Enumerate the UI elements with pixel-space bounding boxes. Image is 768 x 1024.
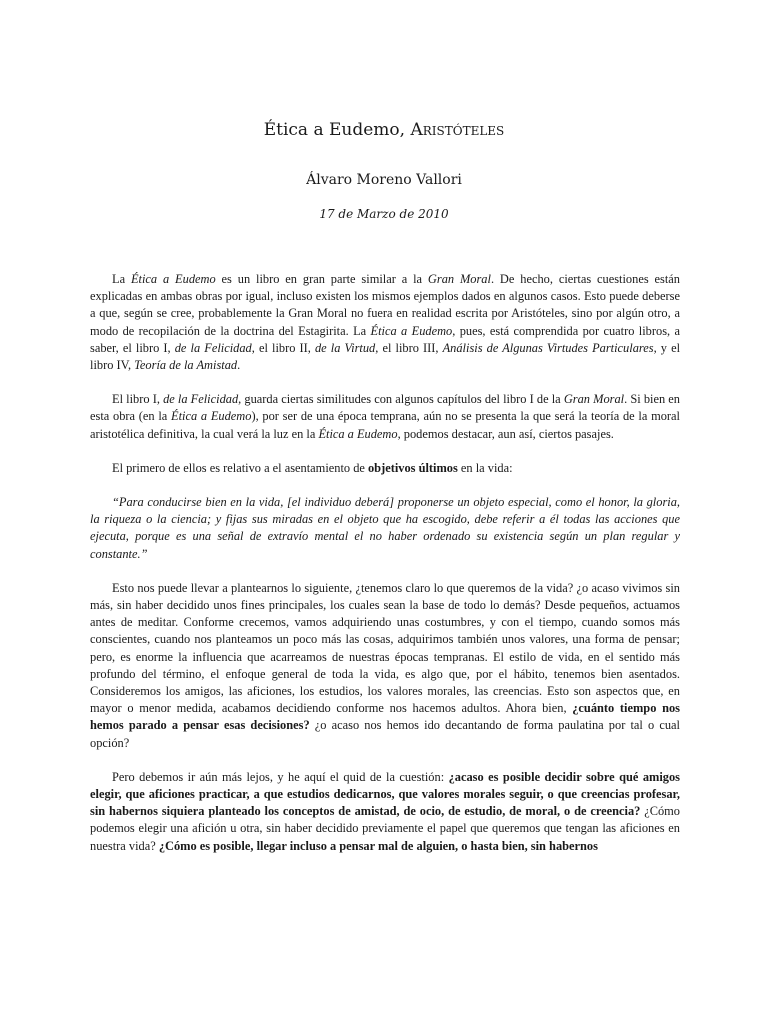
- paragraph-3: El primero de ellos es relativo a el asentamiento de objetivos últimos en la vida:: [112, 460, 513, 475]
- block-quote: “Para conducirse bien en la vida, [el individuo deberá] proponerse un objeto especial, como el honor, la gloria, la riqueza o la ciencia; y fijas sus miradas en el objeto que ha escogido, debe referir a él todas las acciones que ejecuta, porque es una señal de extravío mental el no haber ordenado su existencia según un plan regular y constante.”: [90, 495, 680, 561]
- title-author: Aristóteles: [410, 120, 505, 140]
- page-title: [0, 120, 768, 140]
- paragraph-2: El libro I, de la Felicidad, guarda ciertas similitudes con algunos capítulos del libro I de la Gran Moral. Si bien en esta obra (en la Ética a Eudemo), por ser de una época temprana, aún no se presenta la que será la teoría de la moral aristotélica definitiva, la cual verá la luz en la Ética a Eudemo, podemos destacar, aun así, ciertos pasajes.: [90, 392, 680, 441]
- paragraph-5: Pero debemos ir aún más lejos, y he aquí el quid de la cuestión: ¿acaso es posible decidir sobre qué amigos elegir, que aficiones practicar, a que estudios dedicarnos, que valores morales seguir, o que creencias profesar, sin habernos siquiera planteado los conceptos de amistad, de ocio, de estudio, de moral, o de creencia? ¿Cómo podemos elegir una afición u otra, sin haber decidido previamente el papel que queremos que tengan las aficiones en nuestra vida? ¿Cómo es posible, llegar incluso a pensar mal de alguien, o hasta bien, sin habernos: [90, 769, 680, 853]
- paragraph-4: Esto nos puede llevar a plantearnos lo siguiente, ¿tenemos claro lo que queremos de la vida? ¿o acaso vivimos sin más, sin haber decidido unos fines principales, los cuales sean la base de todo lo demás? Desde pequeños, actuamos antes de meditar. Conforme crecemos, vamos adquiriendo unas costumbres, y con el tiempo, cuando somos más conscientes, cuando nos planteamos un poco más las cosas, adquirimos también unos valores, una forma de pensar; pero, es enorme la influencia que acarreamos de nuestras épocas tempranas. El estilo de vida, en el sentido más profundo del término, el enfoque general de toda la vida, es algo que, por el hábito, tenemos bien asentados. Consideremos los amigos, las aficiones, los estudios, los valores morales, las creencias. Esto son aspectos que, en mayor o menor medida, acabamos decidiendo conforme nos hacemos adultos. Ahora bien, ¿cuánto tiempo nos hemos parado a pensar esas decisiones? ¿o acaso nos hemos ido decantando de forma paulatina por tal o cual opción?: [90, 580, 680, 750]
- author-name: Álvaro Moreno Vallori: [306, 172, 462, 188]
- document-date: 17 de Marzo de 2010: [319, 207, 449, 221]
- paragraph-1: La Ética a Eudemo es un libro en gran parte similar a la Gran Moral. De hecho, ciertas cuestiones están explicadas en ambas obras por igual, incluso existen los mismos ejemplos dados en algunos casos. Esto puede deberse a que, según se cree, probablemente la Gran Moral no fuera en realidad escrita por Aristóteles, sino por algún otro, a modo de recopilación de la doctrina del Estagirita. La Ética a Eudemo, pues, está comprendida por cuatro libros, a saber, el libro I, de la Felicidad, el libro II, de la Virtud, el libro III, Análisis de Algunas Virtudes Particulares, y el libro IV, Teoría de la Amistad.: [90, 272, 681, 373]
- document-body: [90, 271, 680, 872]
- title-main: Ética a Eudemo,: [263, 120, 411, 140]
